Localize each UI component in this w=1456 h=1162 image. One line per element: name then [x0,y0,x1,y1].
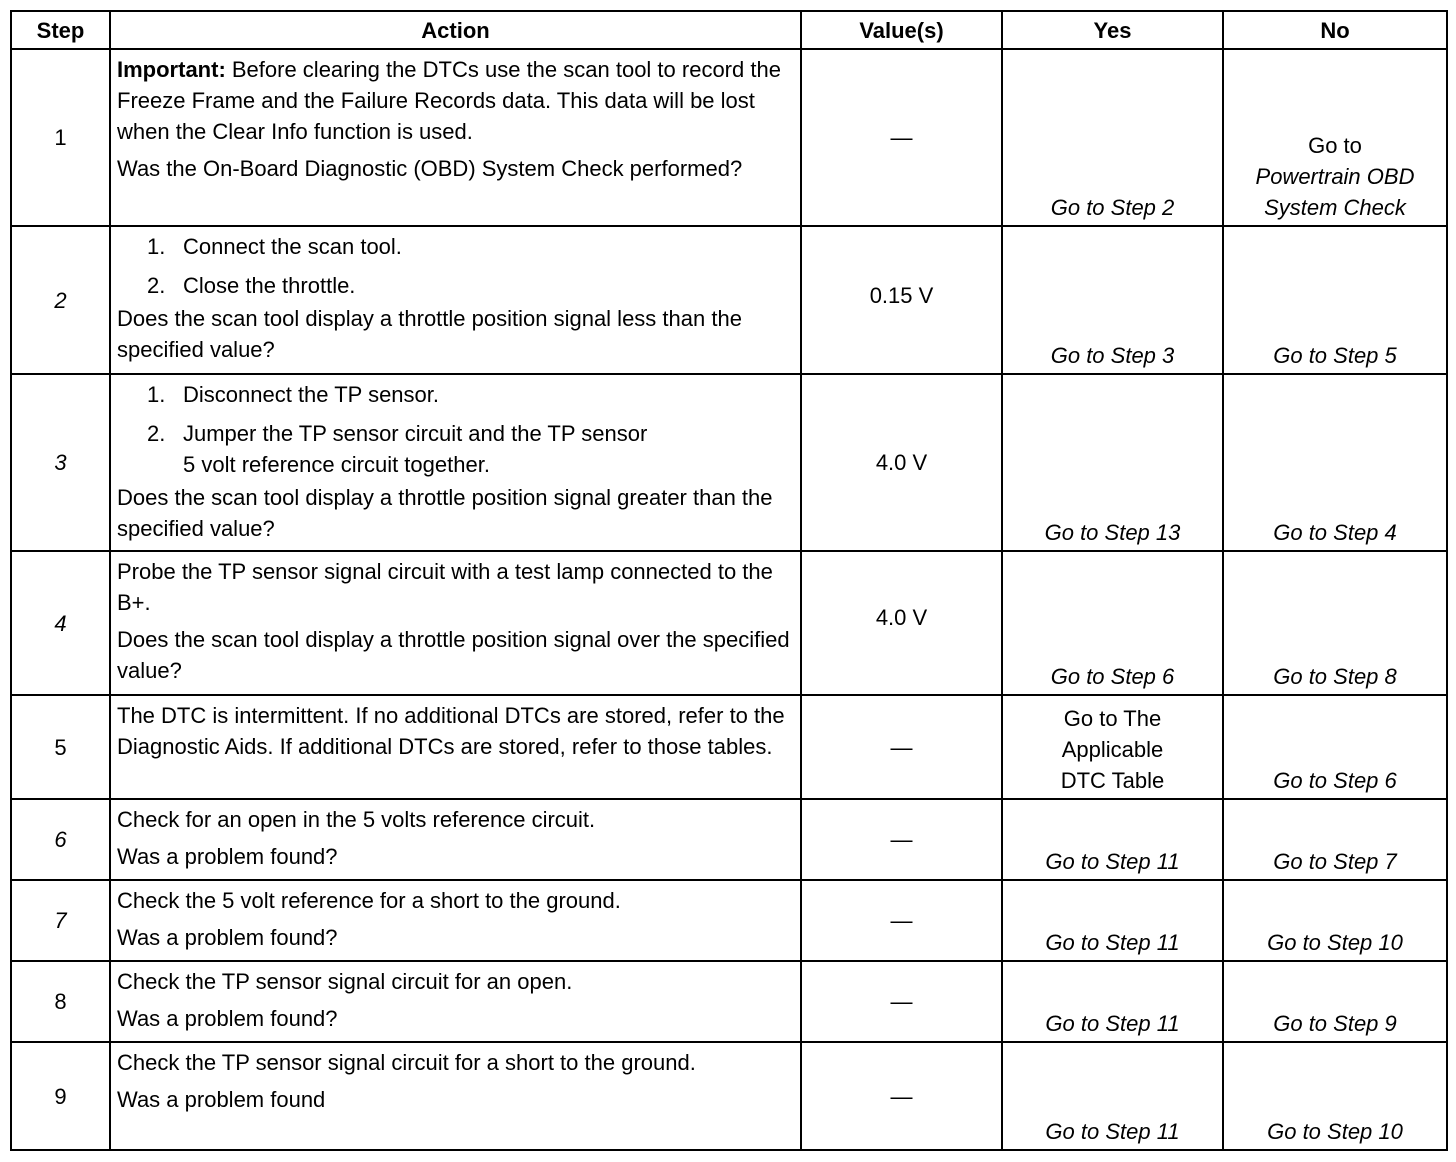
action-question: Was a problem found [117,1087,326,1112]
header-no: No [1223,11,1447,49]
step-number: 7 [11,880,110,961]
yes-cell: Go to Step 11 [1002,961,1223,1042]
action-question: Does the scan tool display a throttle position signal less than the specified value? [117,306,742,362]
yes-line-1: Go to The [1063,706,1162,731]
value-cell: — [801,695,1002,799]
no-cell: Go to Step 7 [1223,799,1447,880]
procedure-list [117,231,794,301]
action-cell [110,551,801,695]
no-line-2: Powertrain OBD [1255,164,1415,189]
yes-line-2: Applicable [1061,737,1164,762]
table-row [11,226,1447,374]
action-cell [110,374,801,551]
action-cell [110,799,801,880]
yes-cell: Go to Step 6 [1002,551,1223,695]
table-row [11,799,1447,880]
no-cell: Go to Step 10 [1223,880,1447,961]
no-cell: Go to Step 6 [1223,695,1447,799]
action-text: Check the 5 volt reference for a short to the ground. [117,888,621,913]
table-row [11,880,1447,961]
step-number: 8 [11,961,110,1042]
procedure-item: 2. Close the throttle. [147,273,356,298]
yes-line-3: DTC Table [1060,768,1165,793]
value-cell: — [801,961,1002,1042]
no-line-1: Go to [1308,133,1362,158]
yes-cell [1002,695,1223,799]
value-cell: — [801,799,1002,880]
action-cell [110,1042,801,1150]
header-action: Action [110,11,801,49]
no-cell [1223,49,1447,226]
no-line-3: System Check [1264,195,1406,220]
step-number: 9 [11,1042,110,1150]
table-row [11,49,1447,226]
header-yes: Yes [1002,11,1223,49]
action-cell [110,880,801,961]
value-cell: 4.0 V [801,551,1002,695]
header-step: Step [11,11,110,49]
important-note [117,54,794,147]
no-cell: Go to Step 8 [1223,551,1447,695]
action-text: Check the TP sensor signal circuit for a short to the ground. [117,1050,696,1075]
important-text: Before clearing the DTCs use the scan tool to record the Freeze Frame and the Failure Records data. This data will be lost when the Clear Info function is used. [117,57,781,144]
action-question: Does the scan tool display a throttle position signal over the specified value? [117,627,790,683]
step-number: 3 [11,374,110,551]
yes-cell: Go to Step 11 [1002,880,1223,961]
action-text: The DTC is intermittent. If no additional DTCs are stored, refer to the Diagnostic Aids. If additional DTCs are stored, refer to those tables. [117,703,785,759]
table-row [11,961,1447,1042]
no-cell: Go to Step 5 [1223,226,1447,374]
no-cell: Go to Step 9 [1223,961,1447,1042]
yes-cell: Go to Step 11 [1002,799,1223,880]
action-question: Was a problem found? [117,844,338,869]
action-question: Does the scan tool display a throttle position signal greater than the specified value? [117,485,773,541]
action-question: Was the On-Board Diagnostic (OBD) System Check performed? [117,156,743,181]
action-text: Check for an open in the 5 volts reference circuit. [117,807,596,832]
step-number: 4 [11,551,110,695]
table-row [11,551,1447,695]
value-cell: — [801,880,1002,961]
value-cell: 4.0 V [801,374,1002,551]
action-question: Was a problem found? [117,1006,338,1031]
yes-cell: Go to Step 11 [1002,1042,1223,1150]
yes-cell: Go to Step 13 [1002,374,1223,551]
procedure-item: 1. Connect the scan tool. [147,234,402,259]
procedure-item: 2. Jumper the TP sensor circuit and the TP sensor 5 volt reference circuit together. [147,421,648,477]
step-number: 6 [11,799,110,880]
procedure-item: 1. Disconnect the TP sensor. [147,382,439,407]
header-row [11,11,1447,49]
no-cell: Go to Step 10 [1223,1042,1447,1150]
important-label: Important: [117,57,226,82]
table-row [11,374,1447,551]
procedure-list [117,379,794,480]
diagnostic-table [10,10,1448,1151]
no-cell: Go to Step 4 [1223,374,1447,551]
action-cell [110,226,801,374]
action-cell [110,49,801,226]
action-text: Probe the TP sensor signal circuit with a test lamp connected to the B+. [117,559,773,615]
action-question: Was a problem found? [117,925,338,950]
step-number: 1 [11,49,110,226]
action-cell [110,695,801,799]
table-row [11,1042,1447,1150]
yes-cell: Go to Step 3 [1002,226,1223,374]
table-row [11,695,1447,799]
value-cell: — [801,49,1002,226]
action-cell [110,961,801,1042]
step-number: 2 [11,226,110,374]
yes-cell: Go to Step 2 [1002,49,1223,226]
value-cell: — [801,1042,1002,1150]
header-values: Value(s) [801,11,1002,49]
value-cell: 0.15 V [801,226,1002,374]
action-text: Check the TP sensor signal circuit for an open. [117,969,573,994]
step-number: 5 [11,695,110,799]
